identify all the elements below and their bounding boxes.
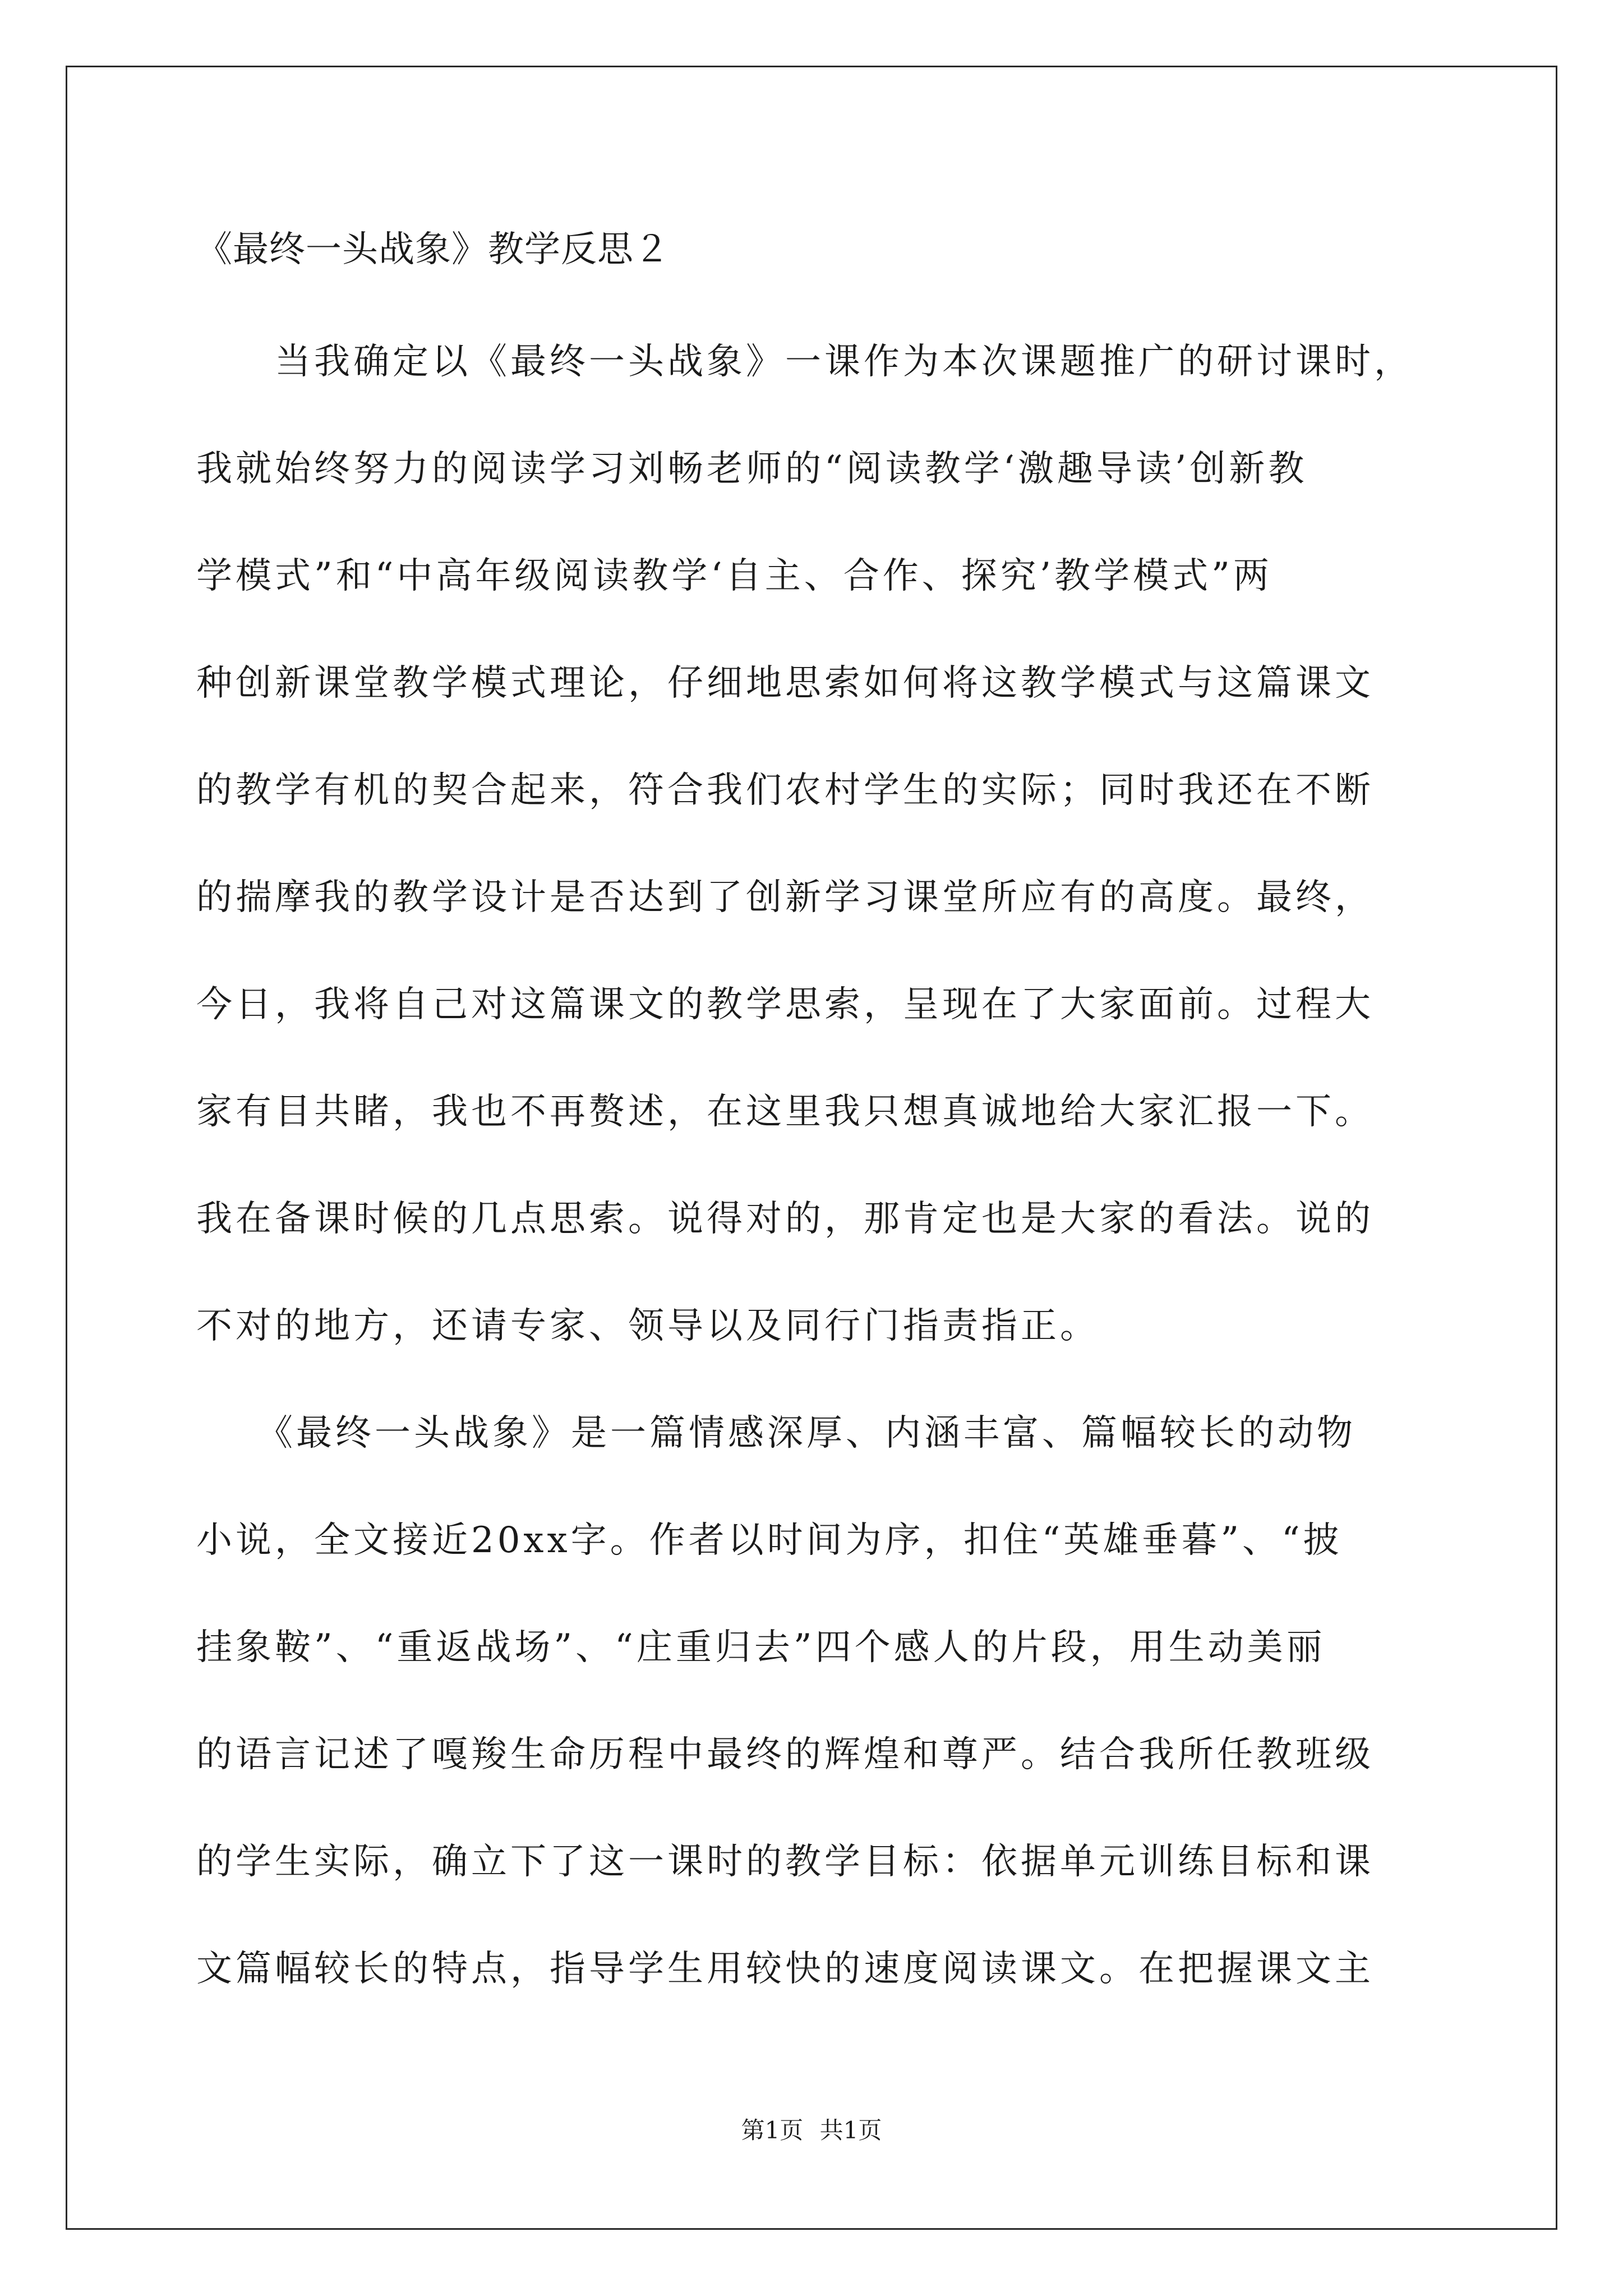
text-line: 小说，全文接近20xx字。作者以时间为序，扣住“英雄垂暮”、“披	[196, 1520, 1343, 1561]
text-line: 不对的地方，还请专家、领导以及同行门指责指正。	[196, 1305, 1099, 1347]
text-line: 《最终一头战象》是一篇情感深厚、内涵丰富、篇幅较长的动物	[196, 1412, 1356, 1454]
text-line: 的学生实际，确立下了这一课时的教学目标：依据单元训练目标和课	[196, 1841, 1374, 1883]
page-border	[66, 66, 1557, 2230]
text-line: 我在备课时候的几点思索。说得对的，那肯定也是大家的看法。说的	[196, 1198, 1374, 1240]
document-title: 《最终一头战象》教学反思２	[196, 229, 670, 270]
text-line: 的揣摩我的教学设计是否达到了创新学习课堂所应有的高度。最终，	[196, 877, 1374, 918]
text-line: 学模式”和“中高年级阅读教学‘自主、合作、探究’教学模式”两	[196, 555, 1272, 597]
text-line: 种创新课堂教学模式理论，仔细地思索如何将这教学模式与这篇课文	[196, 662, 1374, 704]
text-line: 家有目共睹，我也不再赘述，在这里我只想真诚地给大家汇报一下。	[196, 1091, 1374, 1133]
text-line: 今日，我将自己对这篇课文的教学思索，呈现在了大家面前。过程大	[196, 984, 1374, 1025]
text-line: 的语言记述了嘎羧生命历程中最终的辉煌和尊严。结合我所任教班级	[196, 1734, 1374, 1775]
text-line: 的教学有机的契合起来，符合我们农村学生的实际；同时我还在不断	[196, 770, 1374, 811]
page-total: 共1页	[819, 2116, 882, 2144]
page-footer	[0, 2114, 1623, 2147]
page-number: 第1页	[741, 2116, 804, 2144]
text-line: 当我确定以《最终一头战象》一课作为本次课题推广的研讨课时，	[196, 341, 1413, 383]
text-line: 我就始终努力的阅读学习刘畅老师的“阅读教学‘激趣导读’创新教	[196, 448, 1308, 490]
text-line: 文篇幅较长的特点，指导学生用较快的速度阅读课文。在把握课文主	[196, 1948, 1374, 1990]
text-line: 挂象鞍”、“重返战场”、“庄重归去”四个感人的片段，用生动美丽	[196, 1627, 1326, 1668]
